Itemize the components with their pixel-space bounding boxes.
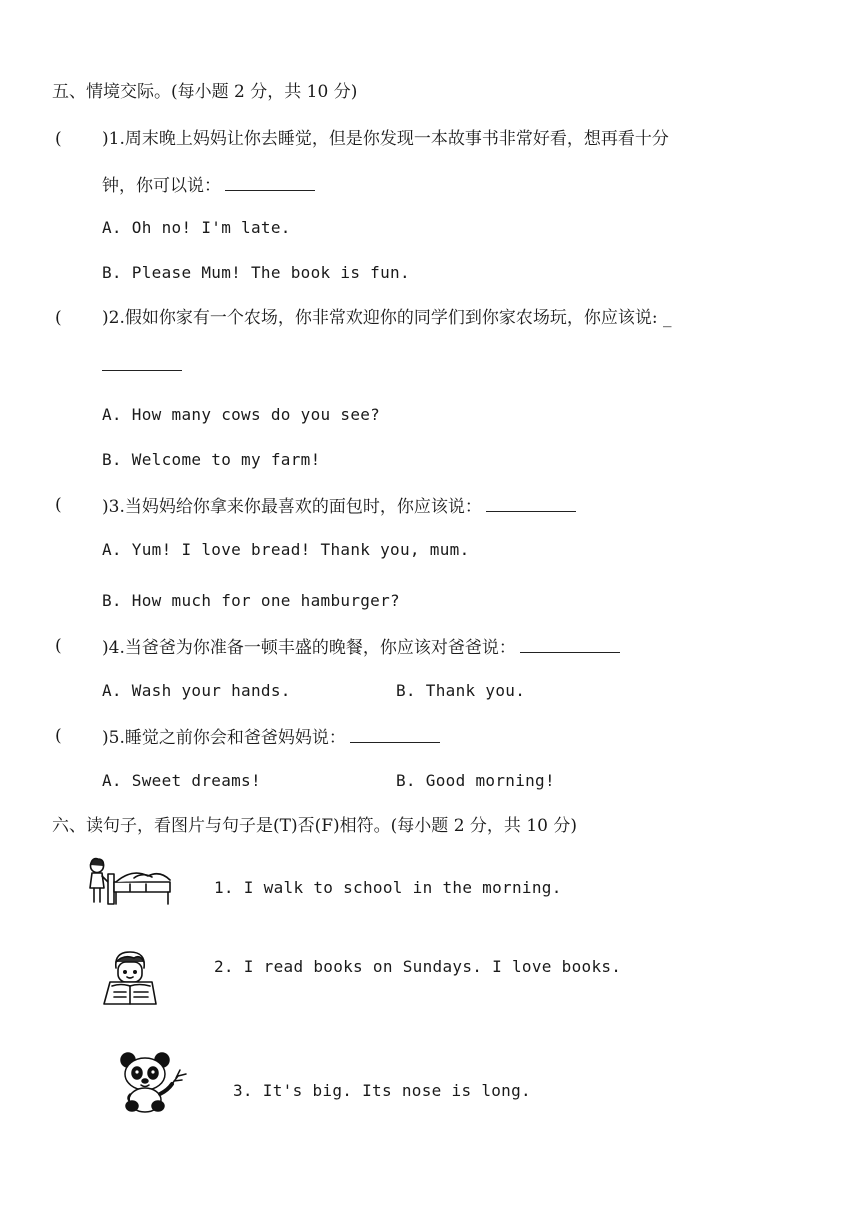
- sentence-1: 1. I walk to school in the morning.: [214, 878, 562, 897]
- question-1-option-a: A. Oh no! I'm late.: [102, 218, 291, 237]
- sentence-2: 2. I read books on Sundays. I love books.: [214, 957, 622, 976]
- question-1-option-b: B. Please Mum! The book is fun.: [102, 263, 410, 282]
- question-4-stem: )4.当爸爸为你准备一顿丰盛的晚餐，你应该对爸爸说：: [102, 634, 620, 660]
- question-5-option-b: B. Good morning!: [396, 771, 555, 790]
- question-5-option-a: A. Sweet dreams!: [102, 771, 261, 790]
- answer-paren: (: [55, 308, 62, 328]
- question-3-option-a: A. Yum! I love bread! Thank you, mum.: [102, 540, 470, 559]
- panda-picture: [116, 1050, 196, 1116]
- question-1-stem: )1.周末晚上妈妈让你去睡觉，但是你发现一本故事书非常好看，想再看十分: [102, 129, 669, 149]
- sentence-3: 3. It's big. Its nose is long.: [233, 1081, 531, 1100]
- section-6-heading: 六、读句子，看图片与句子是(T)否(F)相符。(每小题 2 分，共 10 分): [52, 816, 577, 836]
- answer-blank[interactable]: [350, 724, 440, 743]
- question-4-option-a: A. Wash your hands.: [102, 681, 291, 700]
- answer-paren: (: [55, 129, 62, 149]
- section-5-heading: 五、情境交际。(每小题 2 分，共 10 分): [52, 82, 358, 102]
- question-5-stem: )5.睡觉之前你会和爸爸妈妈说：: [102, 724, 440, 750]
- girl-by-bed-picture: [86, 856, 176, 908]
- answer-blank[interactable]: [225, 172, 315, 191]
- answer-paren: (: [55, 636, 62, 656]
- question-1-stem-cont: 钟，你可以说：: [102, 172, 315, 198]
- answer-blank[interactable]: [520, 634, 620, 653]
- answer-paren: (: [55, 495, 62, 515]
- answer-paren: (: [55, 726, 62, 746]
- question-4-option-b: B. Thank you.: [396, 681, 526, 700]
- answer-blank[interactable]: [486, 493, 576, 512]
- question-2-option-a: A. How many cows do you see?: [102, 405, 381, 424]
- answer-blank[interactable]: [102, 370, 182, 371]
- boy-reading-picture: [100, 946, 162, 1010]
- question-2-stem: )2.假如你家有一个农场，你非常欢迎你的同学们到你家农场玩，你应该说: _: [102, 308, 672, 328]
- question-3-stem: )3.当妈妈给你拿来你最喜欢的面包时，你应该说：: [102, 493, 576, 519]
- question-3-option-b: B. How much for one hamburger?: [102, 591, 400, 610]
- question-2-option-b: B. Welcome to my farm!: [102, 450, 321, 469]
